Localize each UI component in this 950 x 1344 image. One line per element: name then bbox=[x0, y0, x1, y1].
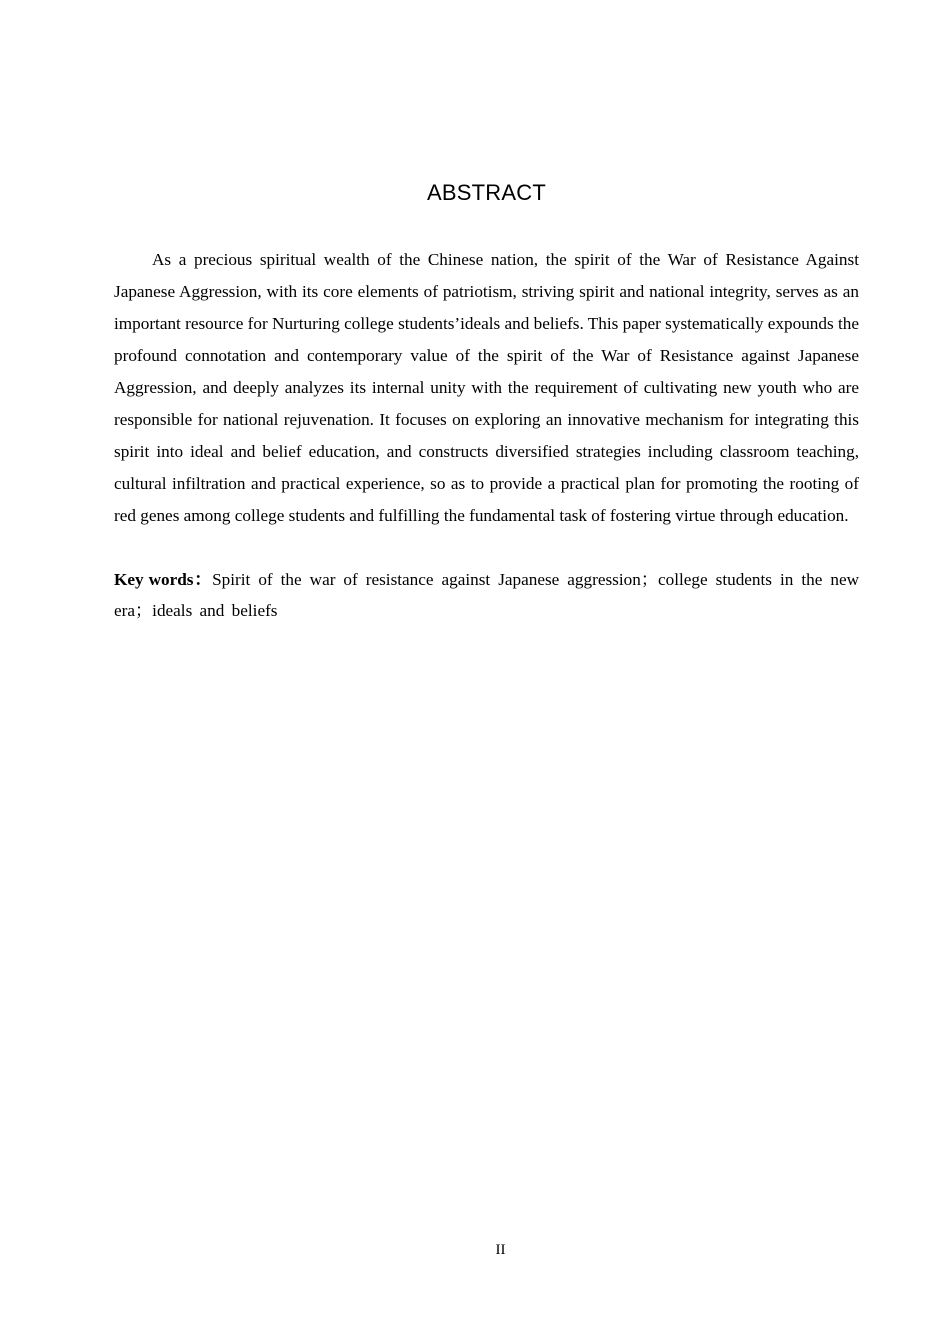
keywords-line bbox=[114, 564, 859, 626]
abstract-heading: ABSTRACT bbox=[427, 180, 546, 205]
page-number: II bbox=[495, 1242, 506, 1258]
keywords-text: Spirit of the war of resistance against Japanese aggression；college students in the new era；ideals and beliefs bbox=[114, 570, 860, 620]
abstract-paragraph: As a precious spiritual wealth of the Chinese nation, the spirit of the War of Resistance Against Japanese Aggression, with its core elements of patriotism, striving spirit and national integrity, serves as an important resource for Nurturing college students’ideals and beliefs. This paper systematically expounds the profound connotation and contemporary value of the spirit of the War of Resistance against Japanese Aggression, and deeply analyzes its internal unity with the requirement of cultivating new youth who are responsible for national rejuvenation. It focuses on exploring an innovative mechanism for integrating this spirit into ideal and belief education, and constructs diversified strategies including classroom teaching, cultural infiltration and practical experience, so as to provide a practical plan for promoting the rooting of red genes among college students and fulfilling the fundamental task of fostering virtue through education. bbox=[114, 250, 859, 525]
keywords-label: Key words： bbox=[114, 570, 213, 589]
